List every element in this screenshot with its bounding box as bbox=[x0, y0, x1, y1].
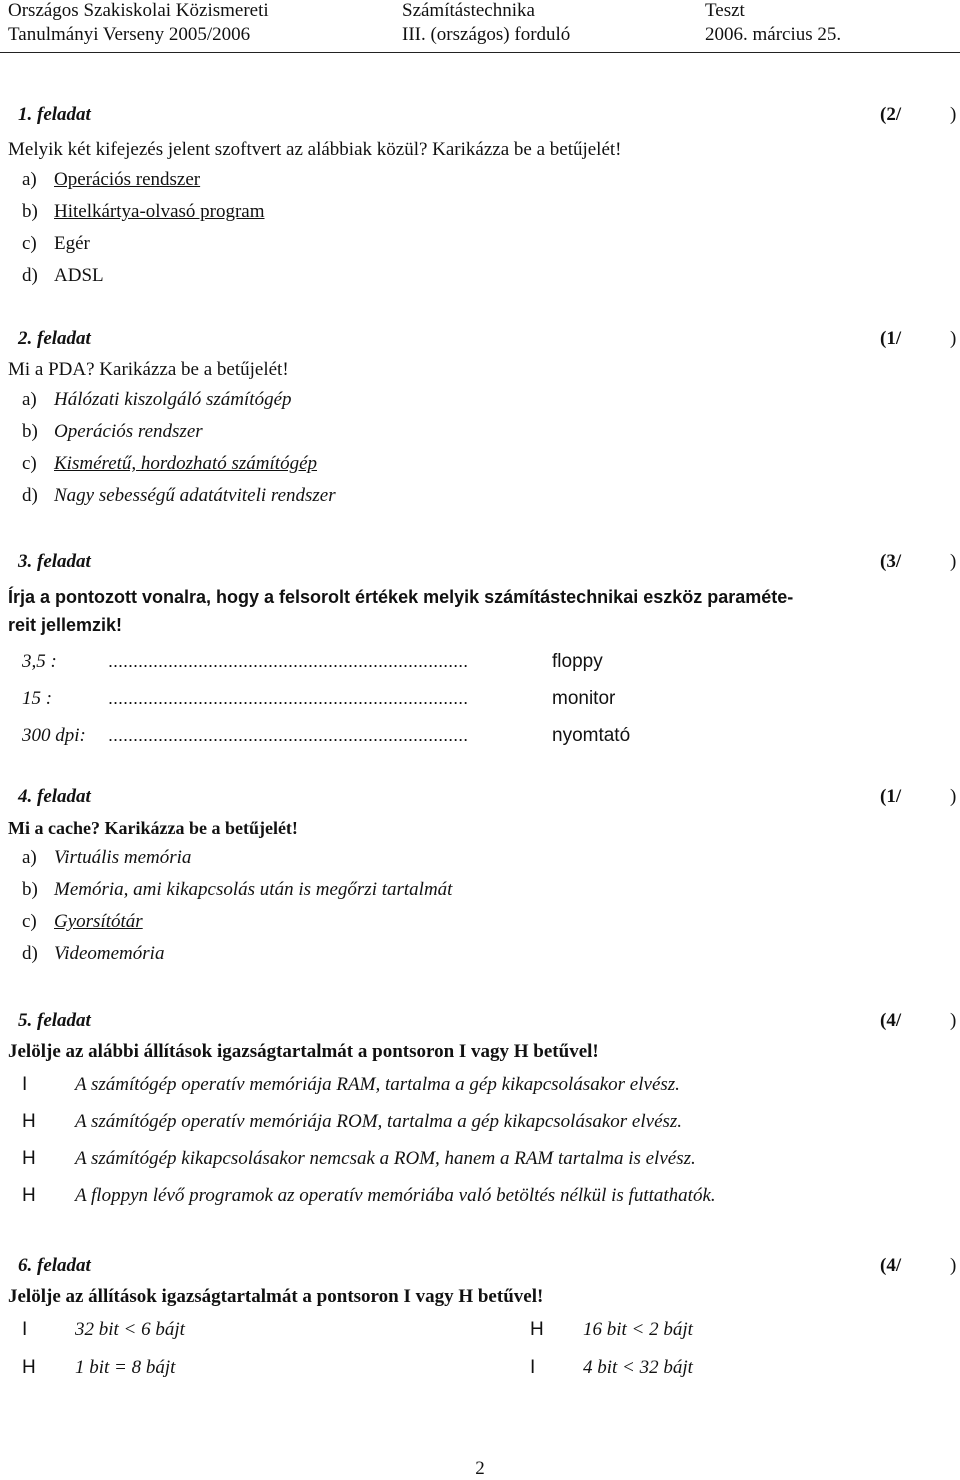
option-text: Operációs rendszer bbox=[54, 169, 201, 190]
task-title: 5. feladat bbox=[18, 1010, 91, 1031]
statement-mark[interactable]: H bbox=[530, 1319, 544, 1340]
statement-mark[interactable]: I bbox=[530, 1357, 536, 1378]
statement-text: A floppyn lévő programok az operatív memóriába való betöltés nélkül is futtathatók. bbox=[75, 1185, 716, 1206]
option-b[interactable] bbox=[22, 416, 960, 448]
statement-row bbox=[0, 1349, 960, 1387]
option-letter: c) bbox=[22, 911, 37, 932]
statement-mark[interactable]: H bbox=[22, 1148, 36, 1169]
task-title: 6. feladat bbox=[18, 1255, 91, 1276]
option-d[interactable] bbox=[22, 480, 960, 512]
option-c[interactable] bbox=[22, 228, 960, 260]
statement bbox=[0, 1066, 960, 1103]
option-letter: c) bbox=[22, 453, 37, 474]
fill-item bbox=[0, 643, 960, 680]
task-header bbox=[0, 328, 960, 356]
task-header bbox=[0, 551, 960, 579]
task-question-line-1: Írja a pontozott vonalra, hogy a felsorolt értékek melyik számítástechnikai eszköz paraméte- bbox=[8, 587, 794, 607]
task-points-close: ) bbox=[950, 786, 957, 807]
header-competition: Országos Szakiskolai Közismereti bbox=[8, 0, 269, 21]
task-header bbox=[0, 104, 960, 132]
option-text: Hitelkártya-olvasó program bbox=[54, 201, 265, 222]
statement-row bbox=[0, 1311, 960, 1349]
fill-label: 3,5 : bbox=[22, 651, 57, 672]
task-5 bbox=[0, 1010, 960, 1214]
task-4 bbox=[0, 786, 960, 970]
option-letter: b) bbox=[22, 879, 38, 900]
task-question bbox=[0, 814, 960, 842]
task-3 bbox=[0, 551, 960, 754]
task-points-close: ) bbox=[950, 551, 957, 572]
option-text: Gyorsítótár bbox=[54, 911, 143, 932]
option-c[interactable] bbox=[22, 906, 960, 938]
option-text: Egér bbox=[54, 233, 90, 254]
task-1 bbox=[0, 104, 960, 292]
option-letter: d) bbox=[22, 485, 38, 506]
option-c[interactable] bbox=[22, 448, 960, 480]
fill-item bbox=[0, 717, 960, 754]
statement-text: 32 bit < 6 bájt bbox=[75, 1319, 185, 1340]
statement-mark[interactable]: H bbox=[22, 1357, 36, 1378]
header-year: Tanulmányi Verseny 2005/2006 bbox=[8, 24, 251, 45]
task-header bbox=[0, 786, 960, 814]
task-points-close: ) bbox=[950, 1010, 957, 1031]
statement-text: A számítógép operatív memóriája RAM, tartalma a gép kikapcsolásakor elvész. bbox=[75, 1074, 680, 1095]
task-question-line-2: reit jellemzik! bbox=[8, 615, 123, 635]
dotted-line[interactable]: ........................................................................ bbox=[108, 651, 469, 671]
task-points-close: ) bbox=[950, 328, 957, 349]
task-points: (1/ bbox=[880, 328, 902, 349]
task-question: Jelölje az alábbi állítások igazságtartalmát a pontsoron I vagy H betűvel! bbox=[8, 1041, 599, 1062]
option-b[interactable] bbox=[22, 874, 960, 906]
header-row-2 bbox=[0, 24, 960, 48]
option-letter: b) bbox=[22, 201, 38, 222]
task-title: 1. feladat bbox=[18, 104, 91, 125]
task-title: 4. feladat bbox=[18, 786, 91, 807]
task-header bbox=[0, 1010, 960, 1038]
task-question: Melyik két kifejezés jelent szoftvert az alábbiak közül? Karikázza be a betűjelét! bbox=[8, 139, 622, 160]
option-text: Virtuális memória bbox=[54, 847, 192, 868]
statement-text: A számítógép operatív memóriája ROM, tartalma a gép kikapcsolásakor elvész. bbox=[75, 1111, 683, 1132]
option-b[interactable] bbox=[22, 196, 960, 228]
task-points: (4/ bbox=[880, 1255, 902, 1276]
task-points: (1/ bbox=[880, 786, 902, 807]
option-text: Operációs rendszer bbox=[54, 421, 203, 442]
header-date: 2006. március 25. bbox=[705, 24, 842, 45]
dotted-line[interactable]: ........................................................................ bbox=[108, 725, 469, 745]
option-text: Hálózati kiszolgáló számítógép bbox=[54, 389, 292, 410]
fill-label: 300 dpi: bbox=[22, 725, 86, 746]
fill-item bbox=[0, 680, 960, 717]
option-a[interactable] bbox=[22, 164, 960, 196]
option-letter: d) bbox=[22, 265, 38, 286]
task-6 bbox=[0, 1255, 960, 1387]
task-points: (3/ bbox=[880, 551, 902, 572]
fill-answer: nyomtató bbox=[552, 725, 631, 746]
option-text: ADSL bbox=[54, 265, 104, 286]
task-points-close: ) bbox=[950, 104, 957, 125]
task-title: 3. feladat bbox=[18, 551, 91, 572]
option-text: Kisméretű, hordozható számítógép bbox=[54, 453, 318, 474]
task-2 bbox=[0, 328, 960, 512]
option-d[interactable] bbox=[22, 260, 960, 292]
statement-text: 4 bit < 32 bájt bbox=[583, 1357, 693, 1378]
fill-label: 15 : bbox=[22, 688, 53, 709]
option-a[interactable] bbox=[22, 384, 960, 416]
header-type: Teszt bbox=[705, 0, 745, 21]
option-text: Nagy sebességű adatátviteli rendszer bbox=[54, 485, 336, 506]
statement-mark[interactable]: I bbox=[22, 1074, 28, 1095]
option-letter: d) bbox=[22, 943, 38, 964]
dotted-line[interactable]: ........................................................................ bbox=[108, 688, 469, 708]
statement-text: 1 bit = 8 bájt bbox=[75, 1357, 176, 1378]
statement-text: A számítógép kikapcsolásakor nemcsak a ROM, hanem a RAM tartalma is elvész. bbox=[75, 1148, 696, 1169]
task-points: (4/ bbox=[880, 1010, 902, 1031]
task-question: Jelölje az állítások igazságtartalmát a pontsoron I vagy H betűvel! bbox=[8, 1286, 544, 1307]
statement-text: 16 bit < 2 bájt bbox=[583, 1319, 693, 1340]
header-round: III. (országos) forduló bbox=[402, 24, 571, 45]
header-divider bbox=[0, 52, 960, 53]
statement bbox=[0, 1103, 960, 1140]
option-text: Memória, ami kikapcsolás után is megőrzi tartalmát bbox=[54, 879, 453, 900]
header-subject: Számítástechnika bbox=[402, 0, 535, 21]
task-title: 2. feladat bbox=[18, 328, 91, 349]
statement-mark[interactable]: H bbox=[22, 1185, 36, 1206]
statement bbox=[0, 1177, 960, 1214]
task-points-close: ) bbox=[950, 1255, 957, 1276]
option-letter: a) bbox=[22, 169, 37, 190]
option-letter: b) bbox=[22, 421, 38, 442]
task-question-text: Mi a cache? Karikázza be a betűjelét! bbox=[8, 818, 298, 838]
option-text: Videomemória bbox=[54, 943, 165, 964]
fill-answer: monitor bbox=[552, 688, 616, 709]
task-question: Mi a PDA? Karikázza be a betűjelét! bbox=[8, 359, 289, 380]
option-letter: a) bbox=[22, 389, 37, 410]
page-number: 2 bbox=[475, 1458, 485, 1479]
task-header bbox=[0, 1255, 960, 1283]
statement bbox=[0, 1140, 960, 1177]
task-points: (2/ bbox=[880, 104, 902, 125]
header-row-1 bbox=[0, 0, 960, 24]
fill-answer: floppy bbox=[552, 651, 603, 672]
statement-mark[interactable]: I bbox=[22, 1319, 28, 1340]
option-a[interactable] bbox=[22, 842, 960, 874]
option-d[interactable] bbox=[22, 938, 960, 970]
statement-mark[interactable]: H bbox=[22, 1111, 36, 1132]
option-letter: a) bbox=[22, 847, 37, 868]
option-letter: c) bbox=[22, 233, 37, 254]
